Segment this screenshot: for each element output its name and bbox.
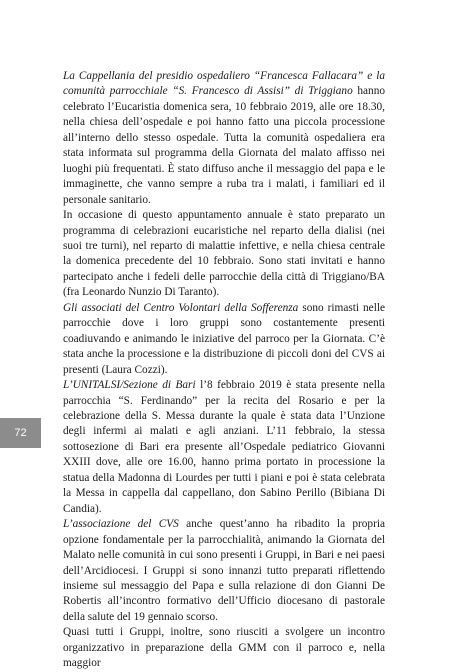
paragraph-lead: L’UNITALSI/Sezione di Bari — [63, 379, 196, 392]
paragraph-lead: Gli associati del Centro Volontari della Sofferenza — [63, 301, 299, 314]
paragraph-body: sono rimasti nelle parrocchie dove i loro gruppi sono costantemente presenti coadiuvando e animando le iniziative del parroco per la Giornata. C’è stata anche la processione e la distribuzione di piccoli doni del CVS ai presenti (Laura Cozzi). — [63, 301, 385, 376]
paragraph-lead: L’associazione del CVS — [63, 518, 179, 531]
paragraph-lead: La Cappellania del presidio ospedaliero “Francesca Fallacara” e la comunità parrocchiale “S. Francesco di Assisi” di Triggiano — [63, 70, 385, 98]
paragraph-body: anche quest’anno ha ribadito la propria opzione fondamentale per la parrocchialità, animando la Giornata del Malato nelle comunità in cui sono presenti i Gruppi, in Bari e nei paesi dell’Arcidiocesi. I Gruppi si sono innanzi tutto preparati riflettendo insieme sul messaggio del Papa e sulla relazione di don Gianni De Robertis all’incontro formativo dell’Ufficio diocesano di pastorale della salute del 19 gennaio scorso. — [63, 518, 385, 623]
article-text — [63, 69, 385, 672]
paragraph-body: l’8 febbraio 2019 è stata presente nella parrocchia “S. Ferdinando” per la recita del Rosario e per la celebrazione della S. Messa durante la quale è stata data l’Unzione degli infermi ai malati e agli anziani. L’11 febbraio, la stessa sottosezione di Bari era presente all’Ospedale pediatrico Giovanni XXIII dove, alle ore 16.00, hanno prima portato in processione la statua della Madonna di Lourdes per tutti i piani e poi è stata celebrata la Messa in cappella dal cappellano, don Sabino Perillo (Bibiana Di Candia). — [63, 379, 385, 515]
paragraph — [63, 517, 385, 625]
paragraph — [63, 378, 385, 517]
paragraph — [63, 301, 385, 378]
paragraph-body: hanno celebrato l’Eucaristia domenica sera, 10 febbraio 2019, alle ore 18.30, nella chiesa dell’ospedale e poi hanno fatto una piccola processione all’interno dello stesso ospedale. Tutta la comunità ospedaliera era stata informata sul programma della Giornata del malato affisso nei luoghi più frequentati. È stato diffuso anche il messaggio del papa e le immaginette, che vanno sempre a ruba tra i malati, i familiari ed il personale sanitario. — [63, 85, 385, 206]
page-number: 72 — [0, 418, 41, 448]
paragraph — [63, 625, 385, 671]
paragraph-body: Quasi tutti i Gruppi, inoltre, sono riusciti a svolgere un incontro organizzativo in preparazione della GMM con il parroco e, nella maggior — [63, 626, 385, 670]
paragraph-body: In occasione di questo appuntamento annuale è stato preparato un programma di celebrazioni eucaristiche nel reparto della dialisi (nei suoi tre turni), nel reparto di malattie infettive, e nella chiesa centrale la domenica precedente del 10 febbraio. Sono stati invitati e hanno partecipato anche i fedeli delle parrocchie della città di Triggiano/BA (fra Leonardo Nunzio Di Taranto). — [63, 209, 385, 299]
paragraph — [63, 208, 385, 301]
paragraph — [63, 69, 385, 208]
